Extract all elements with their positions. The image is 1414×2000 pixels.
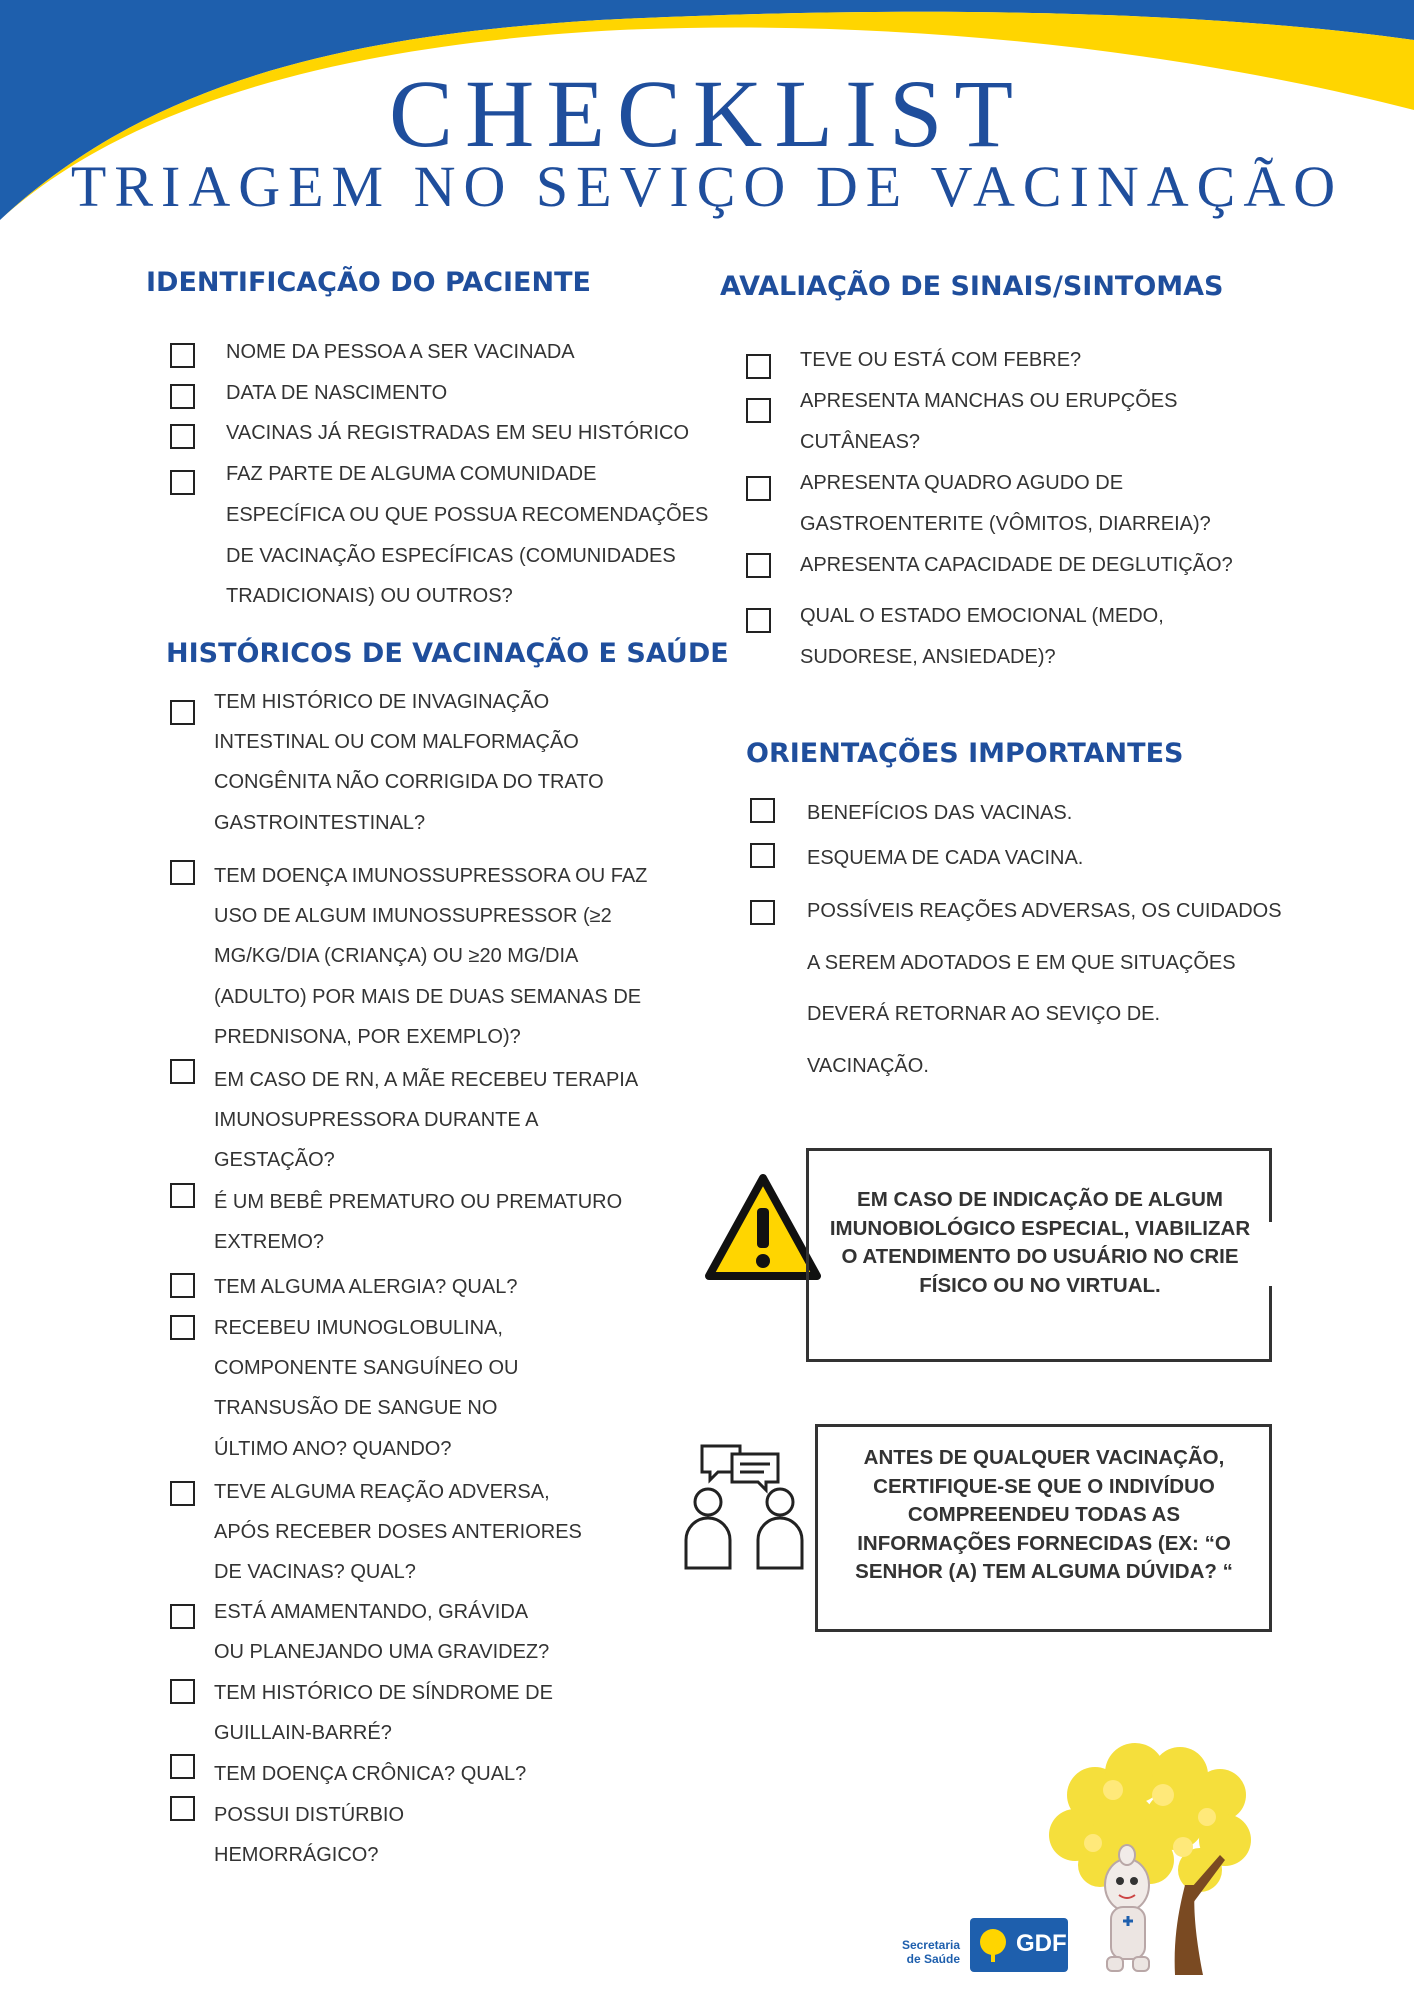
historicos-checkbox-10[interactable] xyxy=(170,1754,195,1779)
identificacao-checkbox-3[interactable] xyxy=(170,424,195,449)
orientacoes-checkbox-1[interactable] xyxy=(750,798,775,823)
heading-historicos: HISTÓRICOS DE VACINAÇÃO E SAÚDE xyxy=(166,638,729,669)
sinais-checkbox-2[interactable] xyxy=(746,398,771,423)
identificacao-item-3: VACINAS JÁ REGISTRADAS EM SEU HISTÓRICO xyxy=(226,422,690,444)
sinais-item-2: APRESENTA MANCHAS OU ERUPÇÕES CUTÂNEAS? xyxy=(800,390,1178,453)
historicos-item-10: TEM DOENÇA CRÔNICA? QUAL? xyxy=(214,1763,527,1785)
historicos-checkbox-1[interactable] xyxy=(170,700,195,725)
orientacoes-item-3: POSSÍVEIS REAÇÕES ADVERSAS, OS CUIDADOS A SEREM ADOTADOS E EM QUE SITUAÇÕES DEVERÁ RETORNAR AO SEVIÇO DE. VACINAÇÃO. xyxy=(807,900,1282,1077)
historicos-item-3: EM CASO DE RN, A MÃE RECEBEU TERAPIA IMUNOSUPRESSORA DURANTE A GESTAÇÃO? xyxy=(214,1069,639,1172)
identificacao-item-1: NOME DA PESSOA A SER VACINADA xyxy=(226,341,575,363)
secretaria-logo: Secretaria de Saúde xyxy=(901,1938,960,1966)
orientacoes-checkbox-3[interactable] xyxy=(750,900,775,925)
historicos-item-9: TEM HISTÓRICO DE SÍNDROME DE GUILLAIN-BARRÉ? xyxy=(214,1682,553,1745)
historicos-item-7: TEVE ALGUMA REAÇÃO ADVERSA, APÓS RECEBER DOSES ANTERIORES DE VACINAS? QUAL? xyxy=(214,1481,582,1584)
orientacoes-checkbox-2[interactable] xyxy=(750,843,775,868)
sinais-item-1: TEVE OU ESTÁ COM FEBRE? xyxy=(800,349,1082,371)
orientacoes-item-2: ESQUEMA DE CADA VACINA. xyxy=(807,847,1084,869)
heading-sinais: AVALIAÇÃO DE SINAIS/SINTOMAS xyxy=(720,271,1224,302)
page-title: CHECKLIST xyxy=(389,60,1025,167)
historicos-item-2: TEM DOENÇA IMUNOSSUPRESSORA OU FAZ USO DE ALGUM IMUNOSSUPRESSOR (≥2 MG/KG/DIA (CRIANÇA) OU ≥20 MG/DIA (ADULTO) POR MAIS DE DUAS SEMANAS DE PREDNISONA, POR EXEMPLO)? xyxy=(214,865,648,1048)
sinais-checkbox-3[interactable] xyxy=(746,476,771,501)
sinais-item-5: QUAL O ESTADO EMOCIONAL (MEDO, SUDORESE, ANSIEDADE)? xyxy=(800,605,1164,668)
gdf-tree-icon xyxy=(974,1926,1012,1964)
heading-identificacao: IDENTIFICAÇÃO DO PACIENTE xyxy=(146,267,591,298)
orientacoes-item-1: BENEFÍCIOS DAS VACINAS. xyxy=(807,802,1073,824)
historicos-item-5: TEM ALGUMA ALERGIA? QUAL? xyxy=(214,1276,518,1298)
identificacao-item-2: DATA DE NASCIMENTO xyxy=(226,382,448,404)
info-text: ANTES DE QUALQUER VACINAÇÃO, CERTIFIQUE-SE QUE O INDIVÍDUO COMPREENDEU TODAS AS INFORMAÇÕES FORNECIDAS (EX: “O SENHOR (A) TEM ALGUMA DÚVIDA? “ xyxy=(855,1446,1233,1583)
historicos-checkbox-7[interactable] xyxy=(170,1481,195,1506)
historicos-item-4: É UM BEBÊ PREMATURO OU PREMATURO EXTREMO? xyxy=(214,1191,623,1254)
gdf-logo xyxy=(970,1918,1068,1972)
historicos-checkbox-5[interactable] xyxy=(170,1273,195,1298)
identificacao-checkbox-2[interactable] xyxy=(170,384,195,409)
sinais-item-3: APRESENTA QUADRO AGUDO DE GASTROENTERITE (VÔMITOS, DIARREIA)? xyxy=(800,472,1211,535)
sinais-checkbox-1[interactable] xyxy=(746,354,771,379)
identificacao-item-4: FAZ PARTE DE ALGUMA COMUNIDADE ESPECÍFICA OU QUE POSSUA RECOMENDAÇÕES DE VACINAÇÃO ESPECÍFICAS (COMUNIDADES TRADICIONAIS) OU OUTROS? xyxy=(226,463,709,608)
historicos-checkbox-2[interactable] xyxy=(170,860,195,885)
page-subtitle: TRIAGEM NO SEVIÇO DE VACINAÇÃO xyxy=(70,154,1344,219)
conversation-icon xyxy=(680,1442,810,1572)
historicos-checkbox-6[interactable] xyxy=(170,1315,195,1340)
historicos-checkbox-3[interactable] xyxy=(170,1059,195,1084)
identificacao-checkbox-4[interactable] xyxy=(170,470,195,495)
historicos-item-1: TEM HISTÓRICO DE INVAGINAÇÃO INTESTINAL OU COM MALFORMAÇÃO CONGÊNITA NÃO CORRIGIDA DO TRATO GASTROINTESTINAL? xyxy=(214,691,604,834)
alert-text: EM CASO DE INDICAÇÃO DE ALGUM IMUNOBIOLÓGICO ESPECIAL, VIABILIZAR O ATENDIMENTO DO USUÁRIO NO CRIE FÍSICO OU NO VIRTUAL. xyxy=(829,1188,1251,1297)
heading-orientacoes: ORIENTAÇÕES IMPORTANTES xyxy=(746,738,1184,769)
sinais-item-4: APRESENTA CAPACIDADE DE DEGLUTIÇÃO? xyxy=(800,554,1233,576)
sinais-checkbox-4[interactable] xyxy=(746,553,771,578)
historicos-item-11: POSSUI DISTÚRBIO HEMORRÁGICO? xyxy=(214,1804,405,1867)
historicos-checkbox-4[interactable] xyxy=(170,1183,195,1208)
tree-illustration xyxy=(1035,1735,1275,1975)
historicos-item-8: ESTÁ AMAMENTANDO, GRÁVIDA OU PLANEJANDO UMA GRAVIDEZ? xyxy=(214,1601,550,1664)
sinais-checkbox-5[interactable] xyxy=(746,608,771,633)
warning-icon xyxy=(703,1172,823,1282)
historicos-checkbox-8[interactable] xyxy=(170,1604,195,1629)
historicos-checkbox-9[interactable] xyxy=(170,1679,195,1704)
gdf-label: GDF xyxy=(1016,1930,1067,1957)
historicos-checkbox-11[interactable] xyxy=(170,1796,195,1821)
historicos-item-6: RECEBEU IMUNOGLOBULINA, COMPONENTE SANGUÍNEO OU TRANSUSÃO DE SANGUE NO ÚLTIMO ANO? QUANDO? xyxy=(214,1317,519,1460)
identificacao-checkbox-1[interactable] xyxy=(170,343,195,368)
